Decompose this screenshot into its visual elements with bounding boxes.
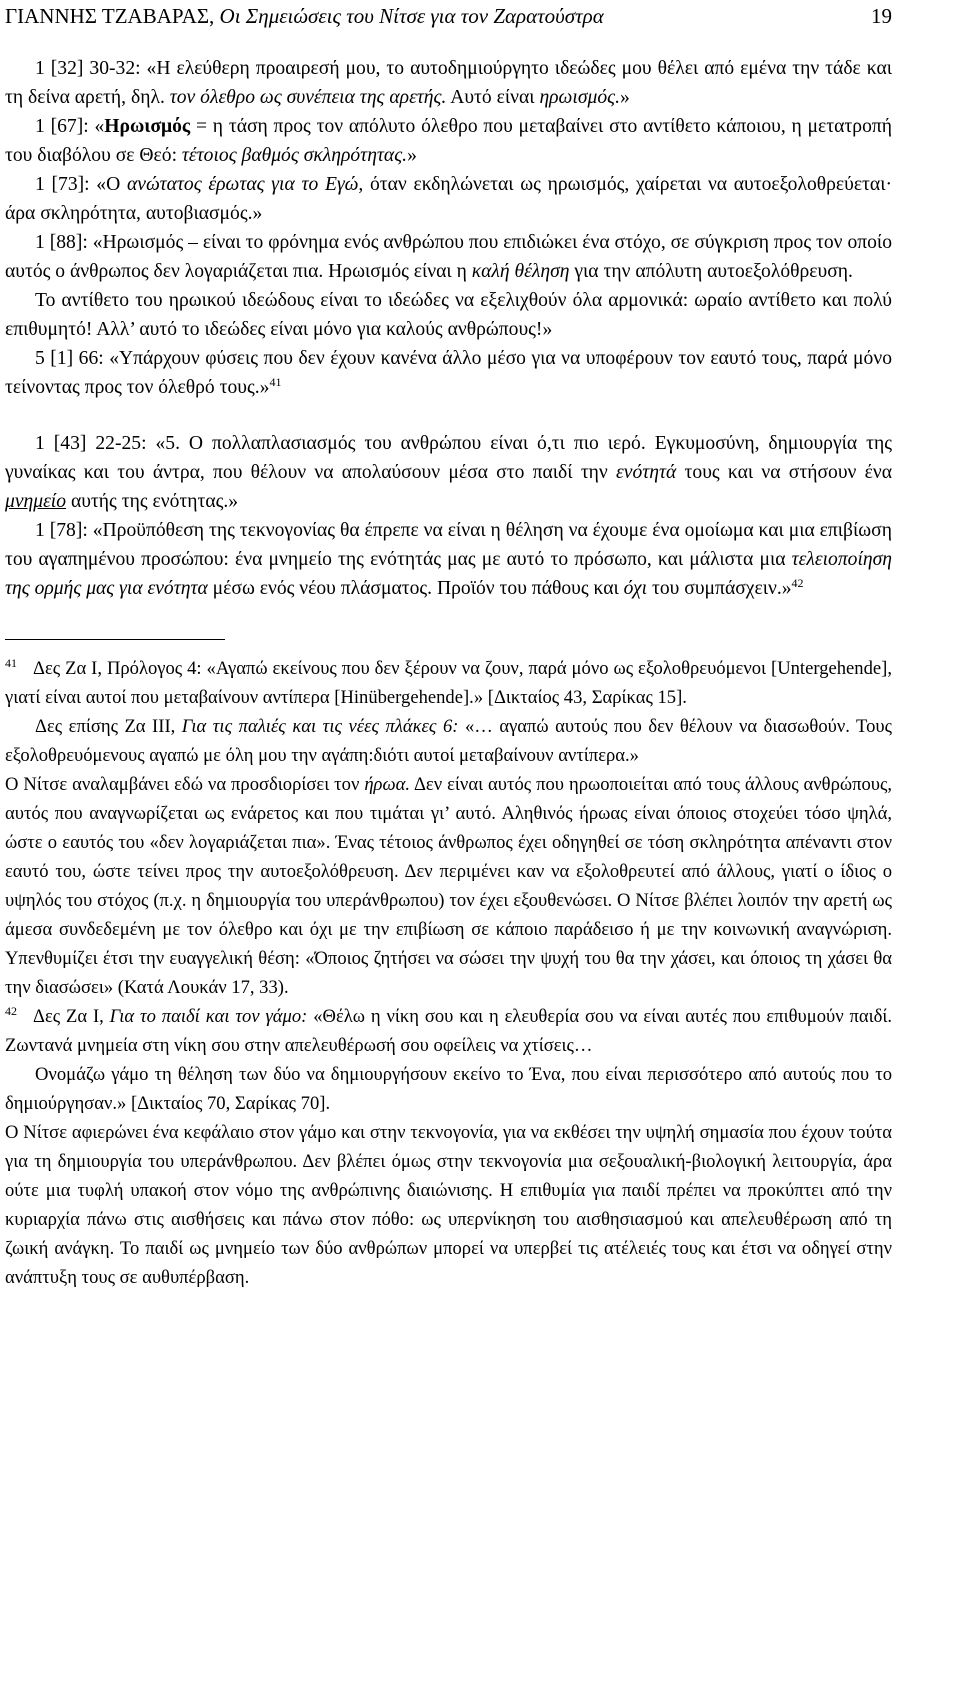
- footnote-ref-42[interactable]: 42: [791, 576, 804, 590]
- footnote-42-para-3: Ο Νίτσε αφιερώνει ένα κεφάλαιο στον γάμο και στην τεκνογονία, για να εκθέσει την υψηλή σημασία που έχουν τούτα για τη δημιουργία του υπεράνθρωπου. Δεν βλέπει όμως στην τεκνογονία μια σεξουαλική-βιολογική λειτουργία, άρα ούτε μια τυφλή υπακοή στον νόμο της ανθρώπινης διαιώνισης. Η επιθυμία για παιδί πρέπει να προκύπτει από την κυριαρχία πάνω στις αισθήσεις και πάνω στον πόθο: ως υπερνίκηση του αισθησιασμού και απελευθέρωση από τη ζωική ανάγκη. Το παιδί ως μνημείο των δύο ανθρώπων μπορεί να υπερβεί τις ατέλειές τους και έτσι να οδηγεί στην ανάπτυξη τους σε αυθυπέρβαση.: [5, 1122, 892, 1288]
- footnote-42-mark: 42: [5, 1004, 17, 1018]
- quote-paragraph-2: 1 [67]: «Ηρωισμός = η τάση προς τον απόλυτο όλεθρο που μεταβαίνει στο αντίθετο κάποιου, η μετατροπή του διαβόλου σε Θεό: τέτοιος βαθμός σκληρότητας.»: [5, 116, 893, 166]
- footnote-42-para-1: $^{42}$ Δες Ζα Ι, Για το παιδί και τον γάμο: «Θέλω η νίκη σου και η ελευθερία σου να είναι αυτές που επιθυμούν παιδί. Ζωντανά μνημεία στη νίκη σου στην απελευθέρωσή σου οφείλεις να χτίσεις…: [5, 1004, 893, 1056]
- footnote-41-para-1: $^{41}$ Δες Ζα Ι, Πρόλογος 4: «Αγαπώ εκείνους που δεν ξέρουν να ζουν, παρά μόνο ως εξολοθρευόμενοι [Untergehende], γιατί είναι αυτοί που μεταβαίνουν αντίπερα [Hinübergehende].» [Δικταίος 43, Σαρίκας 15].: [5, 656, 892, 708]
- footnote-41-mark: 41: [5, 656, 17, 670]
- running-header: [5, 0, 892, 54]
- footnote-42-para-2: Ονομάζω γάμο τη θέληση των δύο να δημιουργήσουν εκείνο το Ένα, που είναι περισσότερο από αυτούς που το δημιούργησαν.» [Δικταίος 70, Σαρίκας 70].: [5, 1064, 892, 1114]
- footnotes: [5, 654, 892, 1292]
- header-author: ΓΙΑΝΝΗΣ ΤΖΑΒΑΡΑΣ,: [5, 4, 215, 28]
- quote-paragraph-8: 1 [78]: «Προϋπόθεση της τεκνογονίας θα έπρεπε να είναι η θέληση να έχουμε ένα ομοίωμα και μια επιβίωση του αγαπημένου προσώπου: ένα μνημείο της ενότητάς μας με αυτό το πρόσωπο, και μάλιστα μια τελειοποίηση της ορμής μας για ενότητα μέσω ενός νέου πλάσματος. Προϊόν του πάθους και όχι του συμπάσχειν.»$^{42}$: [5, 520, 892, 599]
- footnote-ref-41[interactable]: 41: [269, 375, 282, 389]
- footnote-separator: [5, 639, 225, 654]
- quote-paragraph-3: 1 [73]: «Ο ανώτατος έρωτας για το Εγώ, όταν εκδηλώνεται ως ηρωισμός, χαίρεται να αυτοεξολοθρεύεται· άρα σκληρότητα, αυτοβιασμός.»: [5, 174, 892, 224]
- header-title: [5, 2, 604, 54]
- quote-paragraph-6: 5 [1] 66: «Υπάρχουν φύσεις που δεν έχουν κανένα άλλο μέσο για να υποφέρουν τον εαυτό τους, παρά μόνο τείνοντας προς τον όλεθρό τους.»$^{41}$: [5, 348, 892, 398]
- quote-paragraph-5: Το αντίθετο του ηρωικού ιδεώδους είναι το ιδεώδες να εξελιχθούν όλα αρμονικά: ωραίο αντίθετο και πολύ επιθυμητό! Αλλ’ αυτό το ιδεώδες είναι μόνο για καλούς ανθρώπους!»: [5, 290, 892, 340]
- document-page: [5, 0, 892, 1292]
- footnote-41-para-2: Δες επίσης Ζα ΙΙΙ, Για τις παλιές και τις νέες πλάκες 6: «… αγαπώ αυτούς που δεν θέλουν να διασωθούν. Τους εξολοθρευόμενους αγαπώ με όλη μου την αγάπη:διότι αυτοί μεταβαίνουν αντίπερα.»: [5, 716, 892, 766]
- footnote-41-para-3: Ο Νίτσε αναλαμβάνει εδώ να προσδιορίσει τον ήρωα. Δεν είναι αυτός που ηρωοποιείται από τους άλλους ανθρώπους, αυτός που αναγνωρίζεται ως ενάρετος και που τιμάται γι’ αυτό. Αληθινός ήρωας είναι όποιος στοχεύει τόσο ψηλά, ώστε ο εαυτός του «δεν λογαριάζεται πια». Ένας τέτοιος άνθρωπος έχει οδηγηθεί σε τόση σκληρότητα απέναντι στον εαυτό του, ώστε τείνει προς την αυτοεξολόθρευση. Δεν περιμένει καν να εξολοθρευτεί από άλλους, γιατί ο ίδιος ο υψηλός του στόχος (π.χ. η δημιουργία του υπεράνθρωπου) τον έχει εξουθενώσει. Ο Νίτσε βλέπει λοιπόν την αρετή ως άμεσα συνδεδεμένη με τον όλεθρο και όχι με την επιβίωση σε κάποιο παράδεισο ή με την κοινωνική αναγνώριση. Υπενθυμίζει έτσι την ευαγγελική θέση: «Όποιος ζητήσει να σώσει την ψυχή του θα την χάσει, και όποιος τη χάσει θα την διασώσει» (Κατά Λουκάν 17, 33).: [5, 774, 893, 998]
- header-book-title: Οι Σημειώσεις του Νίτσε για τον Ζαρατούστρα: [219, 4, 604, 28]
- quote-paragraph-7: 1 [43] 22-25: «5. Ο πολλαπλασιασμός του ανθρώπου είναι ό,τι πιο ιερό. Εγκυμοσύνη, δημιουργία της γυναίκας και του άντρα, που θέλουν να απολαύσουν μέσα στο παιδί την ενότητά τους και να στήσουν ένα μνημείο αυτής της ενότητας.»: [5, 433, 892, 512]
- quote-paragraph-4: 1 [88]: «Ηρωισμός – είναι το φρόνημα ενός ανθρώπου που επιδιώκει ένα στόχο, σε σύγκριση προς τον οποίο αυτός ο άνθρωπος δεν λογαριάζεται πια. Ηρωισμός είναι η καλή θέληση για την απόλυτη αυτοεξολόθρευση.: [5, 232, 892, 282]
- page-number: 19: [871, 4, 892, 28]
- main-text: [5, 54, 892, 603]
- quote-paragraph-1: 1 [32] 30-32: «Η ελεύθερη προαιρεσή μου, το αυτοδημιούργητο ιδεώδες μου θέλει από εμένα την τάδε και τη δείνα αρετή, δηλ. τον όλεθρο ως συνέπεια της αρετής. Αυτό είναι ηρωισμός.»: [5, 58, 892, 108]
